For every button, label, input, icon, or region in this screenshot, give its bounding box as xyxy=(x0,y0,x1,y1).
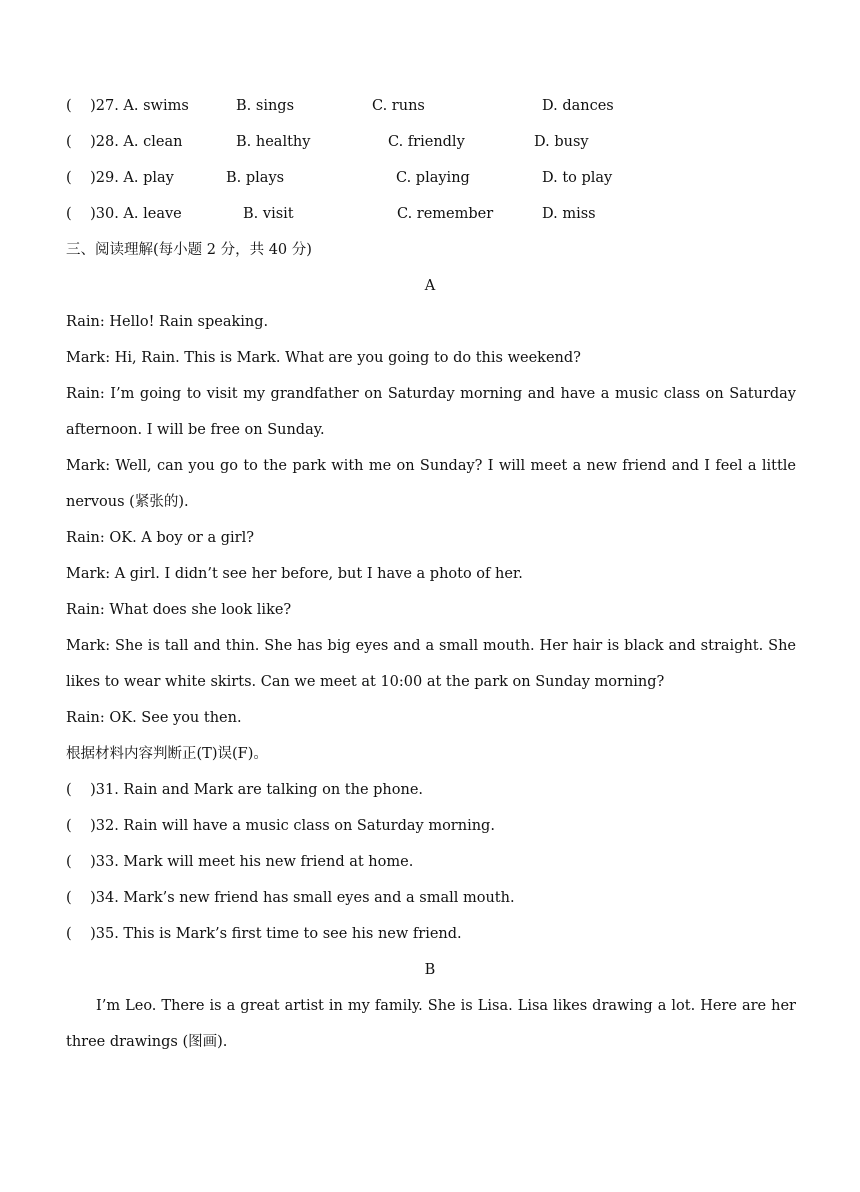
cloze-27-a: ( )27. A. swims xyxy=(66,98,189,114)
dialogue-line: Rain: OK. A boy or a girl? xyxy=(66,530,254,546)
cloze-30-a: ( )30. A. leave xyxy=(66,206,182,222)
dialogue-line: Mark: She is tall and thin. She has big eyes and a small mouth. Her hair is black and straight. She likes to wear white skirts. Can we meet at 10:00 at the park on Sunday morning? xyxy=(66,638,796,690)
cloze-29-a: ( )29. A. play xyxy=(66,170,174,186)
dialogue-line: Mark: Well, can you go to the park with me on Sunday? I will meet a new friend and I feel a little nervous (紧张的). xyxy=(66,458,796,510)
dialogue-line: Rain: What does she look like? xyxy=(66,602,292,618)
question-35: ( )35. This is Mark’s first time to see his new friend. xyxy=(66,926,462,942)
cloze-27-c: C. runs xyxy=(372,98,425,114)
cloze-30-b: B. visit xyxy=(243,206,294,222)
question-32: ( )32. Rain will have a music class on Saturday morning. xyxy=(66,818,495,834)
cloze-30-c: C. remember xyxy=(397,206,494,222)
cloze-28-c: C. friendly xyxy=(388,134,465,150)
dialogue-line: Mark: Hi, Rain. This is Mark. What are you going to do this weekend? xyxy=(66,350,581,366)
dialogue-line: Mark: A girl. I didn’t see her before, but I have a photo of her. xyxy=(66,566,523,582)
question-31: ( )31. Rain and Mark are talking on the phone. xyxy=(66,782,424,798)
cloze-30-d: D. miss xyxy=(542,206,596,222)
question-33: ( )33. Mark will meet his new friend at home. xyxy=(66,854,414,870)
question-34: ( )34. Mark’s new friend has small eyes and a small mouth. xyxy=(66,890,515,906)
passage-b-text: I’m Leo. There is a great artist in my family. She is Lisa. Lisa likes drawing a lot. Here are her three drawings (图画). xyxy=(66,998,796,1050)
dialogue-line: Rain: Hello! Rain speaking. xyxy=(66,314,269,330)
passage-b-label: B xyxy=(424,962,436,978)
cloze-28-b: B. healthy xyxy=(236,134,311,150)
cloze-29-c: C. playing xyxy=(396,170,470,186)
cloze-29-d: D. to play xyxy=(542,170,613,186)
cloze-27-d: D. dances xyxy=(542,98,614,114)
passage-a-label: A xyxy=(424,278,436,294)
cloze-28-d: D. busy xyxy=(534,134,589,150)
dialogue-line: Rain: I’m going to visit my grandfather on Saturday morning and have a music class on Saturday afternoon. I will be free on Sunday. xyxy=(66,386,796,438)
cloze-27-b: B. sings xyxy=(236,98,295,114)
cloze-28-a: ( )28. A. clean xyxy=(66,134,183,150)
section-title: 三、阅读理解(每小题 2 分，共 40 分) xyxy=(66,242,312,258)
instruction: 根据材料内容判断正(T)误(F)。 xyxy=(66,746,268,762)
cloze-29-b: B. plays xyxy=(226,170,285,186)
dialogue-line: Rain: OK. See you then. xyxy=(66,710,242,726)
